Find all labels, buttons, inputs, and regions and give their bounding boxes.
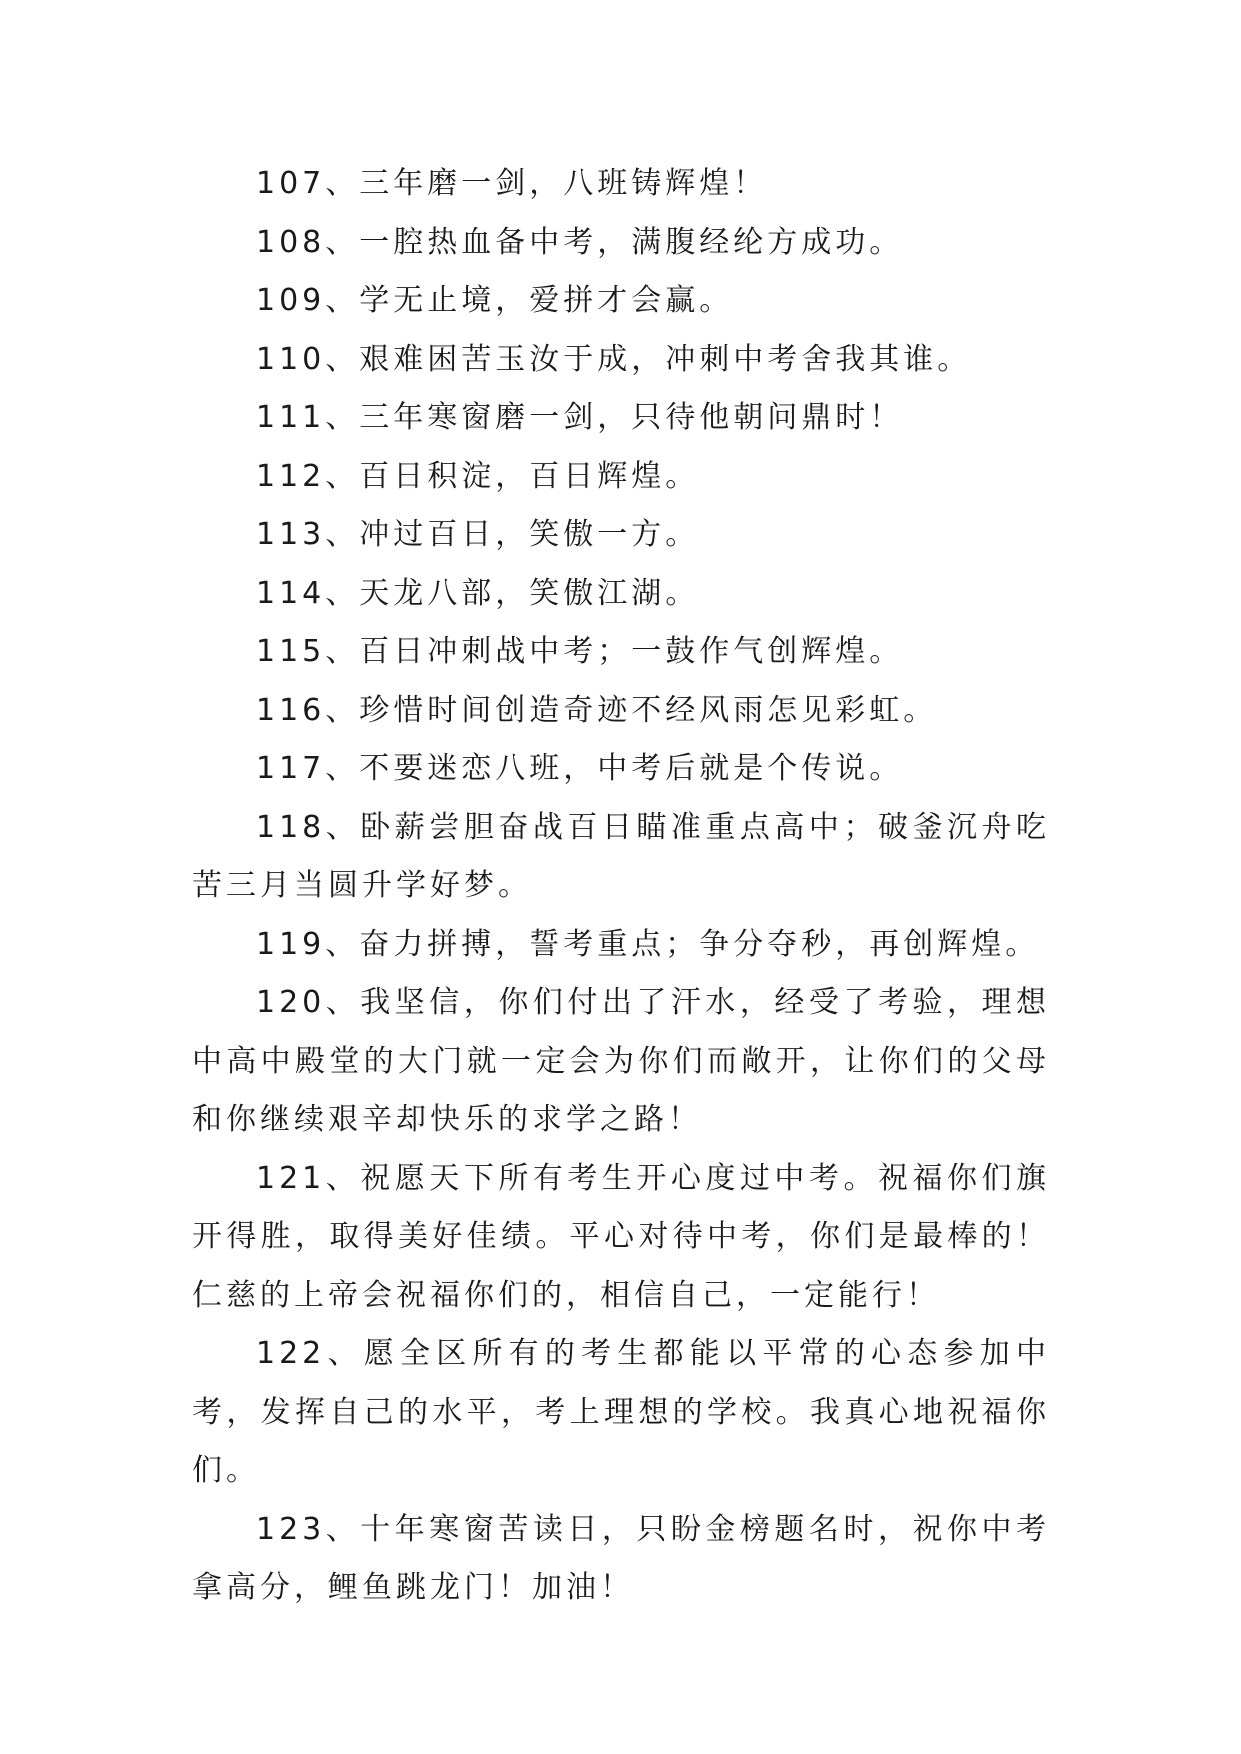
paragraph-107: 107、三年磨一剑，八班铸辉煌！ — [256, 166, 768, 201]
paragraph-121: 121、祝愿天下所有考生开心度过中考。祝福你们旗开得胜，取得美好佳绩。平心对待中考，你们是最棒的！仁慈的上帝会祝福你们的，相信自己，一定能行！ — [192, 1160, 1050, 1313]
paragraph-123: 123、十年寒窗苦读日，只盼金榜题名时，祝你中考拿高分，鲤鱼跳龙门！加油！ — [192, 1511, 1050, 1605]
paragraph-114: 114、天龙八部，笑傲江湖。 — [256, 575, 700, 611]
paragraph-109: 109、学无止境，爱拼才会赢。 — [256, 283, 734, 318]
paragraph-111: 111、三年寒窗磨一剑，只待他朝问鼎时！ — [256, 400, 904, 435]
paragraph-115: 115、百日冲刺战中考；一鼓作气创辉煌。 — [256, 634, 904, 669]
paragraph-120: 120、我坚信，你们付出了汗水，经受了考验，理想中高中殿堂的大门就一定会为你们而敞开，让你们的父母和你继续艰辛却快乐的求学之路！ — [192, 985, 1050, 1137]
document-body — [192, 155, 1050, 1618]
paragraph-110: 110、艰难困苦玉汝于成，冲刺中考舍我其谁。 — [256, 341, 972, 377]
paragraph-119: 119、奋力拼搏，誓考重点；争分夺秒，再创辉煌。 — [256, 926, 1040, 962]
paragraph-117: 117、不要迷恋八班，中考后就是个传说。 — [256, 751, 904, 786]
paragraph-118: 118、卧薪尝胆奋战百日瞄准重点高中；破釜沉舟吃苦三月当圆升学好梦。 — [192, 809, 1050, 903]
paragraph-113: 113、冲过百日，笑傲一方。 — [256, 517, 700, 552]
paragraph-122: 122、愿全区所有的考生都能以平常的心态参加中考，发挥自己的水平，考上理想的学校。我真心地祝福你们。 — [192, 1336, 1050, 1488]
paragraph-112: 112、百日积淀，百日辉煌。 — [256, 458, 700, 494]
paragraph-116: 116、珍惜时间创造奇迹不经风雨怎见彩虹。 — [256, 692, 938, 728]
paragraph-108: 108、一腔热血备中考，满腹经纶方成功。 — [256, 224, 904, 260]
